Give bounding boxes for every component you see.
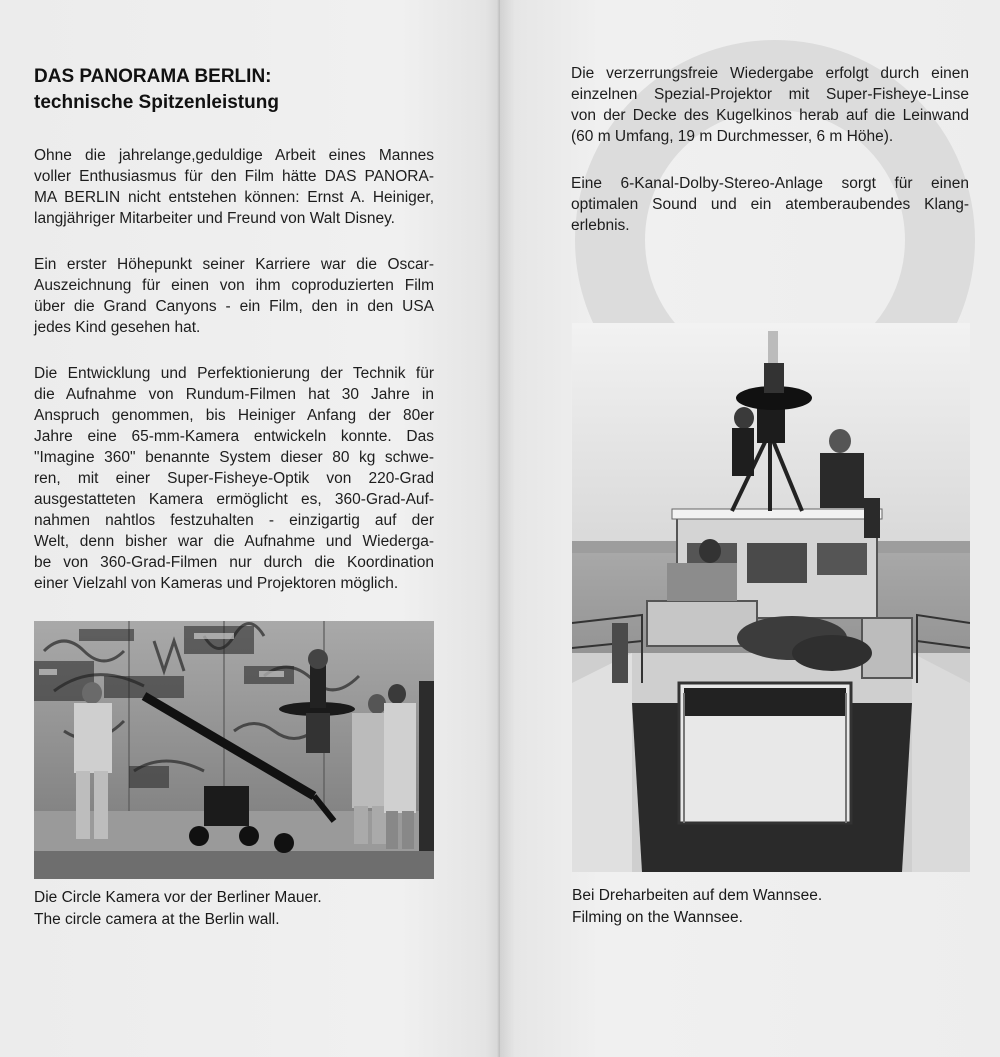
paragraph-technology xyxy=(34,363,434,594)
text-line: nahmen nahtlos festzuhalten - einzigartig auf der xyxy=(34,512,434,529)
text-line: be von 360-Grad-Filmen nur durch die Koordination xyxy=(34,554,434,571)
text-line: die Aufnahme von Rundum-Filmen hat 30 Jahre in xyxy=(34,386,434,403)
page-heading xyxy=(34,64,279,116)
berlin-wall-camera-photo xyxy=(34,621,434,879)
wannsee-filming-photo xyxy=(572,323,970,872)
text-line: erlebnis. xyxy=(571,217,630,234)
text-line: jedes Kind gesehen hat. xyxy=(34,319,201,336)
photo-caption-left xyxy=(34,887,434,931)
photo-caption-right xyxy=(572,885,970,929)
heading-line-2: technische Spitzenleistung xyxy=(34,92,279,113)
text-line: Welt, denn bisher war die Aufnahme und Wiederga- xyxy=(34,533,434,550)
text-line: Die Entwicklung und Perfektionierung der Technik für xyxy=(34,365,434,382)
paragraph-oscar xyxy=(34,254,434,338)
text-line: einer Vielzahl von Kameras und Projektoren möglich. xyxy=(34,575,399,592)
text-line: voller Enthusiasmus für den Film hätte DAS PANORA- xyxy=(34,168,434,185)
text-line: Eine 6-Kanal-Dolby-Stereo-Anlage sorgt für einen xyxy=(571,175,969,192)
text-line: ren, mit einer Super-Fisheye-Optik von 220-Grad xyxy=(34,470,434,487)
text-line: Anspruch genommen, bis Heiniger Anfang der 80er xyxy=(34,407,434,424)
text-line: Auszeichnung für einen von ihm coproduzierten Film xyxy=(34,277,434,294)
caption-english: The circle camera at the Berlin wall. xyxy=(34,911,280,928)
caption-german: Bei Dreharbeiten auf dem Wannsee. xyxy=(572,887,823,904)
text-line: optimalen Sound und ein atemberaubendes Klang- xyxy=(571,196,969,213)
heading-line-1: DAS PANORAMA BERLIN: xyxy=(34,66,272,87)
paragraph-sound xyxy=(571,173,969,236)
paragraph-projection xyxy=(571,63,969,147)
caption-english: Filming on the Wannsee. xyxy=(572,909,743,926)
text-line: ausgestatteten Kamera ermöglicht es, 360-Grad-Auf- xyxy=(34,491,434,508)
text-line: über die Grand Canyons - ein Film, den in den USA xyxy=(34,298,434,315)
text-line: einzelnen Spezial-Projektor mit Super-Fisheye-Linse xyxy=(571,86,969,103)
text-line: MA BERLIN nicht entstehen können: Ernst A. Heiniger, xyxy=(34,189,434,206)
paragraph-heiniger-intro xyxy=(34,145,434,229)
text-line: (60 m Umfang, 19 m Durchmesser, 6 m Höhe). xyxy=(571,128,894,145)
text-line: Jahre eine 65-mm-Kamera entwickeln konnte. Das xyxy=(34,428,434,445)
caption-german: Die Circle Kamera vor der Berliner Mauer. xyxy=(34,889,322,906)
text-line: langjähriger Mitarbeiter und Freund von Walt Disney. xyxy=(34,210,395,227)
text-line: Ein erster Höhepunkt seiner Karriere war die Oscar- xyxy=(34,256,434,273)
text-line: Ohne die jahrelange,geduldige Arbeit eines Mannes xyxy=(34,147,434,164)
text-line: von der Decke des Kugelkinos herab auf die Leinwand xyxy=(571,107,969,124)
text-line: Die verzerrungsfreie Wiedergabe erfolgt durch einen xyxy=(571,65,969,82)
text-line: "Imagine 360" benannte System dieser 80 kg schwe- xyxy=(34,449,434,466)
